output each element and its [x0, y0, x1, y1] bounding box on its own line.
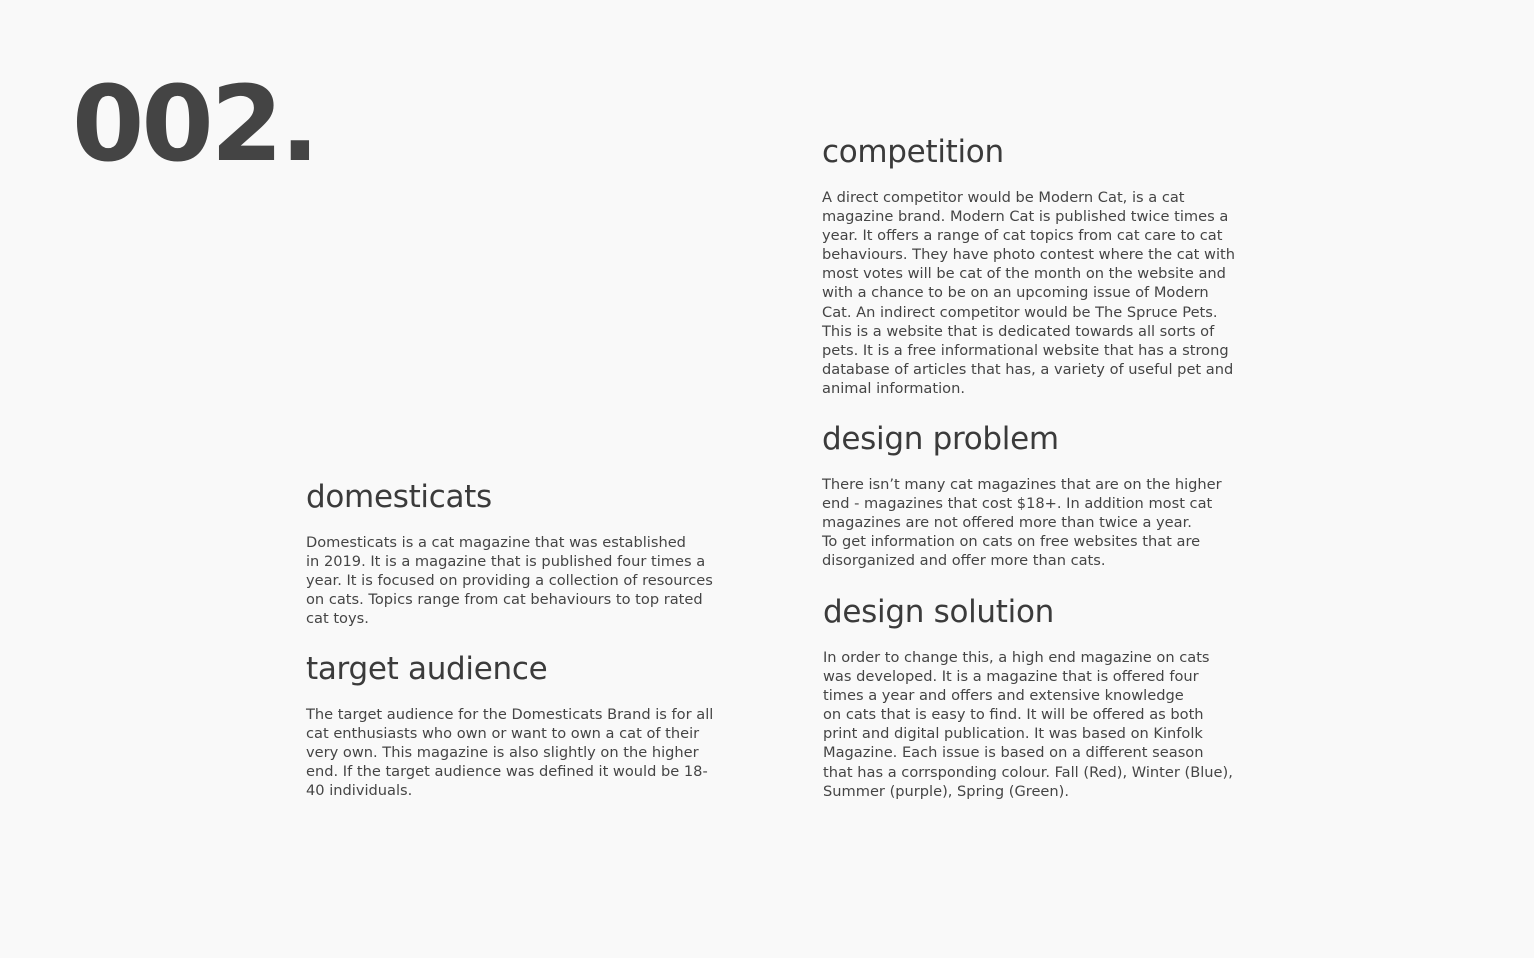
section-design-solution: [823, 594, 1253, 801]
section-body-competition: A direct competitor would be Modern Cat, is a cat magazine brand. Modern Cat is published twice times a year. It offers a range of cat topics from cat care to cat behaviours. They have photo contest where the cat with most votes will be cat of the month on the website and with a chance to be on an upcoming issue of Modern Cat. An indirect competitor would be The Spruce Pets. This is a website that is dedicated towards all sorts of pets. It is a free informational website that has a strong database of articles that has, a variety of useful pet and animal information.: [822, 189, 1235, 397]
section-body-domesticats: Domesticats is a cat magazine that was established in 2019. It is a magazine that is published four times a year. It is focused on providing a collection of resources on cats. Topics range from cat behaviours to top rated cat toys.: [306, 534, 713, 628]
section-title-design-solution: design solution: [823, 594, 1054, 630]
section-title-domesticats: domesticats: [306, 479, 492, 515]
section-title-target-audience: target audience: [306, 651, 548, 687]
section-title-design-problem: design problem: [822, 421, 1059, 457]
section-body-design-solution: In order to change this, a high end magazine on cats was developed. It is a magazine that is offered four times a year and offers and extensive knowledge on cats that is easy to find. It will be offered as both print and digital publication. It was based on Kinfolk Magazine. Each issue is based on a different season that has a corrsponding colour. Fall (Red), Winter (Blue), Summer (purple), Spring (Green).: [823, 649, 1233, 800]
section-target-audience: [306, 651, 726, 800]
page-number: 002.: [72, 63, 317, 185]
section-title-competition: competition: [822, 134, 1004, 170]
section-body-target-audience: The target audience for the Domesticats Brand is for all cat enthusiasts who own or want to own a cat of their very own. This magazine is also slightly on the higher end. If the target audience was defined it would be 18- 40 individuals.: [306, 706, 714, 800]
section-design-problem: [822, 421, 1252, 570]
section-domesticats: [306, 479, 726, 628]
section-body-design-problem: There isn’t many cat magazines that are on the higher end - magazines that cost $18+. In addition most cat magazines are not offered more than twice a year. To get information on cats on free websites that are disorganized and offer more than cats.: [822, 476, 1222, 570]
section-competition: [822, 134, 1252, 398]
